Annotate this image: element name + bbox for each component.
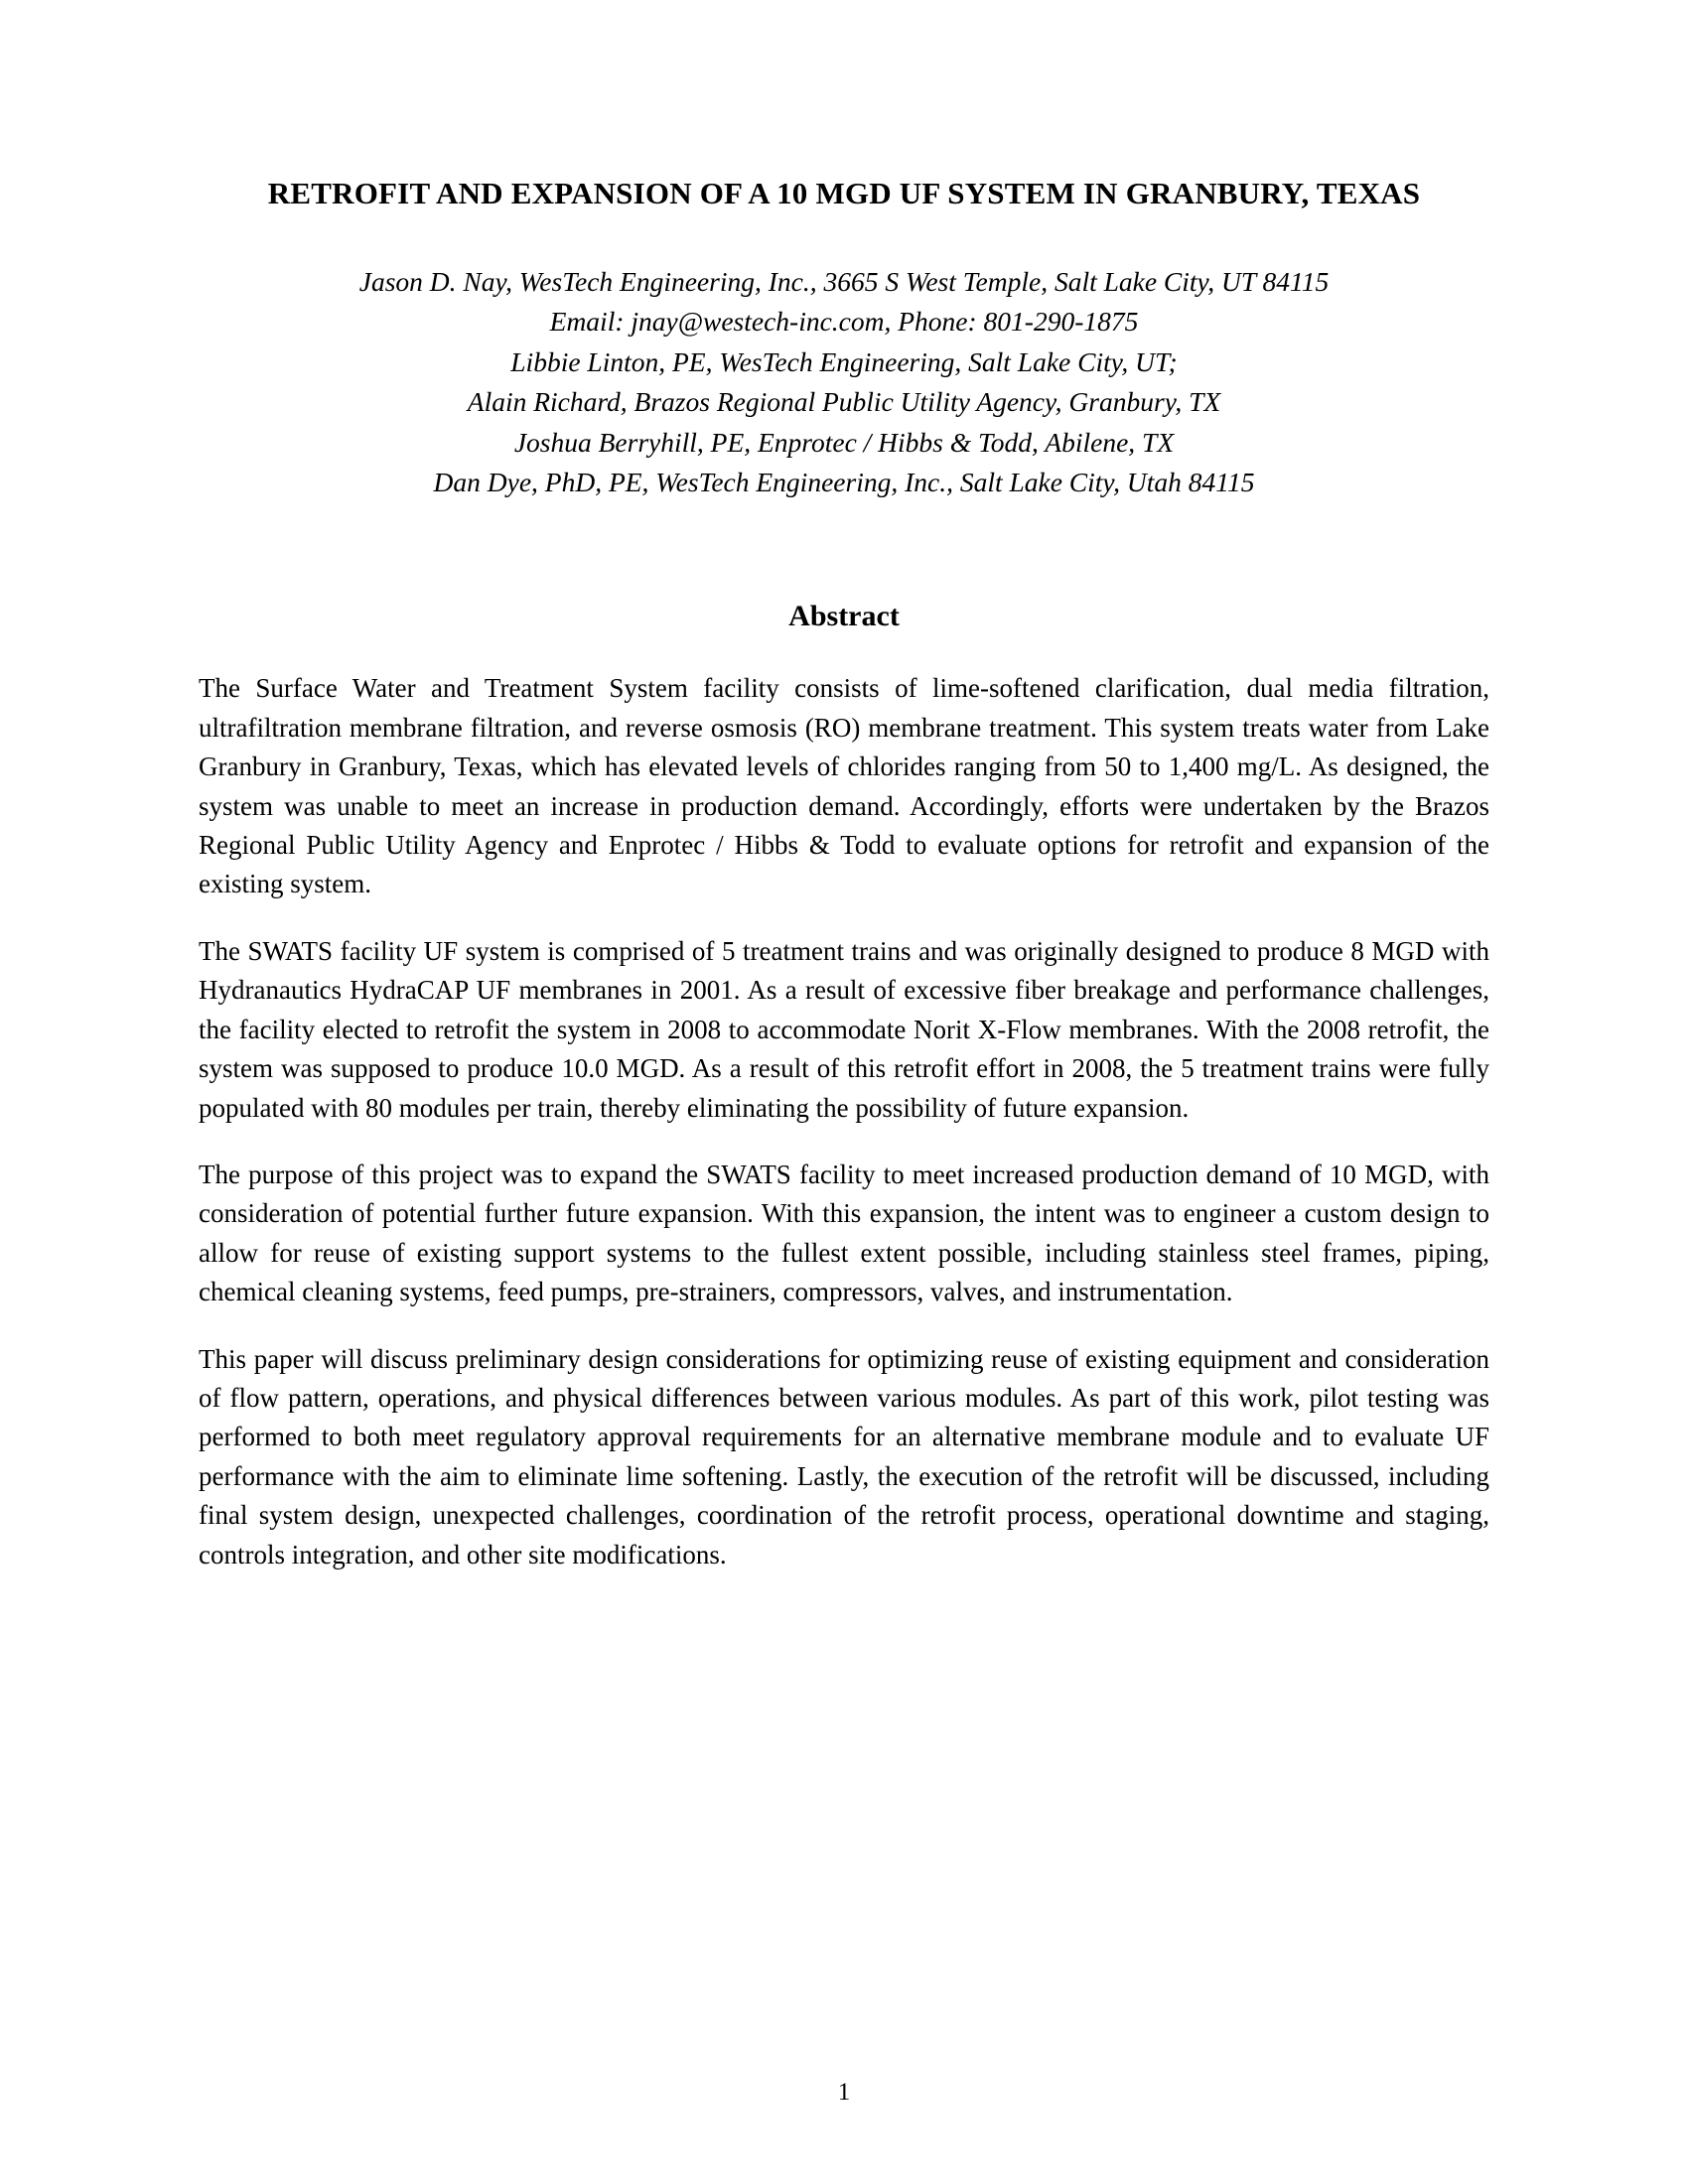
page-number: 1 xyxy=(837,2079,851,2106)
author-line: Alain Richard, Brazos Regional Public Utility Agency, Granbury, TX xyxy=(467,386,1221,418)
author-line: Joshua Berryhill, PE, Enprotec / Hibbs & Todd, Abilene, TX xyxy=(513,426,1175,458)
abstract-body xyxy=(199,669,1489,1574)
author-line: Jason D. Nay, WesTech Engineering, Inc., 3665 S West Temple, Salt Lake City, UT 84115 xyxy=(358,265,1330,297)
author-block xyxy=(199,262,1489,503)
paragraph: The SWATS facility UF system is comprised of 5 treatment trains and was originally designed to produce 8 MGD with Hydranautics HydraCAP UF membranes in 2001. As a result of excessive fiber breakage and performance challenges, the facility elected to retrofit the system in 2008 to accommodate Norit X-Flow membranes. With the 2008 retrofit, the system was supposed to produce 10.0 MGD. As a result of this retrofit effort in 2008, the 5 treatment trains were fully populated with 80 modules per train, thereby eliminating the possibility of future expansion. xyxy=(199,935,1489,1123)
author-line: Dan Dye, PhD, PE, WesTech Engineering, Inc., Salt Lake City, Utah 84115 xyxy=(433,467,1255,498)
abstract-heading: Abstract xyxy=(788,600,900,633)
paragraph: The purpose of this project was to expand the SWATS facility to meet increased production demand of 10 MGD, with consideration of potential further future expansion. With this expansion, the intent was to engineer a custom design to allow for reuse of existing support systems to the fullest extent possible, including stainless steel frames, piping, chemical cleaning systems, feed pumps, pre-strainers, compressors, valves, and instrumentation. xyxy=(199,1159,1489,1307)
page-title: RETROFIT AND EXPANSION OF A 10 MGD UF SYSTEM IN GRANBURY, TEXAS xyxy=(267,176,1421,210)
paragraph: This paper will discuss preliminary design considerations for optimizing reuse of existing equipment and consideration of flow pattern, operations, and physical differences between various modules. As part of this work, pilot testing was performed to both meet regulatory approval requirements for an alternative membrane module and to evaluate UF performance with the aim to eliminate lime softening. Lastly, the execution of the retrofit will be discussed, including final system design, unexpected challenges, coordination of the retrofit process, operational downtime and staging, controls integration, and other site modifications. xyxy=(199,1343,1489,1570)
author-contact-line: Email: jnay@westech-inc.com, Phone: 801-290-1875 xyxy=(549,306,1139,338)
author-line: Libbie Linton, PE, WesTech Engineering, Salt Lake City, UT; xyxy=(510,345,1178,377)
paragraph: The Surface Water and Treatment System facility consists of lime-softened clarification, dual media filtration, ultrafiltration membrane filtration, and reverse osmosis (RO) membrane treatment. This system treats water from Lake Granbury in Granbury, Texas, which has elevated levels of chlorides ranging from 50 to 1,400 mg/L. As designed, the system was unable to meet an increase in production demand. Accordingly, efforts were undertaken by the Brazos Regional Public Utility Agency and Enprotec / Hibbs & Todd to evaluate options for retrofit and expansion of the existing system. xyxy=(199,673,1489,899)
